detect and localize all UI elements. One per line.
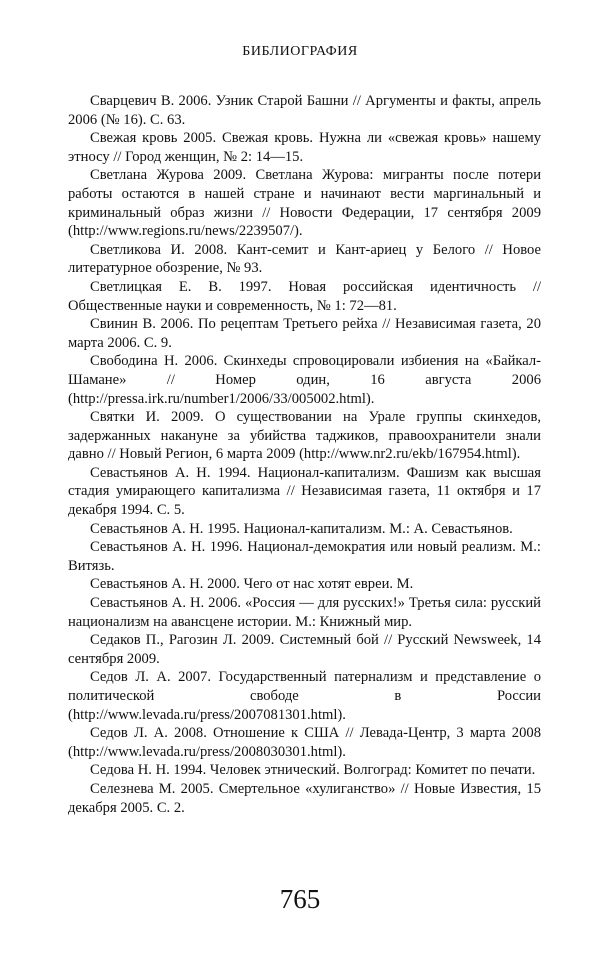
bibliography-entry: Светлицкая Е. В. 1997. Новая российская идентичность // Общественные науки и современность, № 1: 72—81. [68, 278, 541, 314]
bibliography-entry: Свинин В. 2006. По рецептам Третьего рейха // Независимая газета, 20 марта 2006. С. 9. [68, 316, 541, 351]
bibliography-entry: Сварцевич В. 2006. Узник Старой Башни // Аргументы и факты, апрель 2006 (№ 16). С. 63. [68, 93, 541, 128]
running-header: БИБЛИОГРАФИЯ [242, 44, 358, 59]
bibliography-entry: Седова Н. Н. 1994. Человек этнический. Волгоград: Комитет по печати. [90, 762, 536, 779]
page-number: 765 [279, 884, 321, 914]
bibliography-entry: Седов Л. А. 2007. Государственный патернализм и представление о политической свободе в России (http://www.levada.ru/press/2007081301.html). [68, 669, 541, 723]
bibliography-entry: Светликова И. 2008. Кант-семит и Кант-ариец у Белого // Новое литературное обозрение, № 93. [68, 241, 541, 277]
bibliography-entry: Святки И. 2009. О существовании на Урале группы скинхедов, задержанных накануне за убийства таджиков, правоохранители знали давно // Новый Регион, 6 марта 2009 (http://www.nr2.ru/ekb/167954.html). [68, 409, 541, 463]
bibliography-entry: Светлана Журова 2009. Светлана Журова: мигранты после потери работы остаются в нашей стране и начинают вести маргинальный и криминальный образ жизни // Новости Федерации, 17 сентября 2009 (http://www.regions.ru/news/2239507/). [68, 167, 541, 240]
bibliography-entry: Севастьянов А. Н. 1994. Национал-капитализм. Фашизм как высшая стадия умирающего капитализма // Независимая газета, 11 октября и 17 декабря 1994. С. 5. [68, 464, 541, 519]
bibliography-entry: Севастьянов А. Н. 1995. Национал-капитализм. М.: А. Севастьянов. [90, 520, 513, 537]
bibliography-entry: Севастьянов А. Н. 2006. «Россия — для русских!» Третья сила: русский национализм на авансцене истории. М.: Книжный мир. [68, 595, 541, 630]
bibliography-entry: Севастьянов А. Н. 2000. Чего от нас хотят евреи. М. [90, 576, 414, 593]
bibliography-entry: Седаков П., Рагозин Л. 2009. Системный бой // Русский Newsweek, 14 сентября 2009. [68, 632, 541, 667]
bibliography-entry: Свободина Н. 2006. Скинхеды спровоцировали избиения на «Байкал-Шамане» // Номер один, 16 августа 2006 (http://pressa.irk.ru/number1/2006/33/005002.html). [68, 353, 541, 407]
bibliography-entry: Селезнева М. 2005. Смертельное «хулиганство» // Новые Известия, 15 декабря 2005. С. 2. [68, 780, 541, 816]
bibliography-entry: Свежая кровь 2005. Свежая кровь. Нужна ли «свежая кровь» нашему этносу // Город женщин, № 2: 14—15. [68, 130, 541, 165]
bibliography-entry: Седов Л. А. 2008. Отношение к США // Левада-Центр, 3 марта 2008 (http://www.levada.ru/press/2008030301.html). [68, 725, 541, 760]
bibliography-list [68, 92, 541, 817]
bibliography-entry: Севастьянов А. Н. 1996. Национал-демократия или новый реализм. М.: Витязь. [68, 539, 541, 574]
